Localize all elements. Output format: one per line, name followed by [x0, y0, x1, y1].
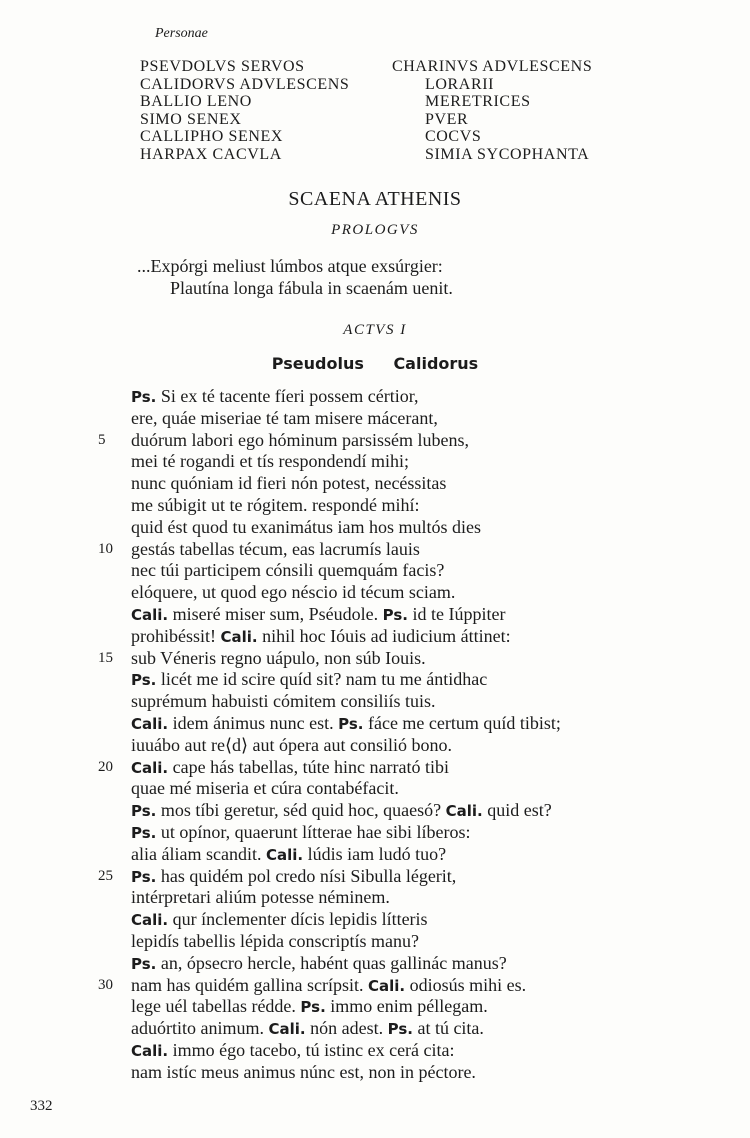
speaker-label: Ps.	[131, 671, 157, 690]
verse-line	[0, 800, 750, 822]
line-number: 30	[98, 976, 113, 993]
verse-line	[0, 757, 750, 779]
line-text: has quidém pol credo nísi Sibulla légerit,	[156, 865, 457, 886]
line-text: idem ánimus nunc est.	[168, 712, 339, 733]
cast-member: CALLIPHO SENEX	[140, 128, 284, 145]
verse-text-line	[131, 691, 435, 713]
line-text: odiosús mihi es.	[405, 974, 527, 995]
line-text: sub Véneris regno uápulo, non súb Iouis.	[131, 647, 426, 668]
cast-member: PSEVDOLVS SERVOS	[140, 58, 305, 75]
verse-text-line	[131, 386, 419, 409]
verse-text-line	[131, 408, 438, 430]
line-text: quid est?	[482, 800, 552, 821]
verse-text-line	[131, 975, 526, 998]
line-number: 20	[98, 758, 113, 775]
line-text: Si ex té tacente fíeri possem cértior,	[156, 386, 419, 406]
speaker-label: Cali.	[445, 802, 483, 821]
speaker-label: Ps.	[131, 954, 157, 973]
line-text: iuuábo aut re⟨d⟩ aut ópera aut consilió bono.	[131, 734, 452, 755]
verse-line	[0, 648, 750, 670]
verse-text	[0, 386, 750, 1084]
verse-line	[0, 866, 750, 888]
verse-text-line	[131, 953, 507, 976]
page-number: 332	[30, 1098, 53, 1114]
cast-member: COCVS	[425, 128, 482, 145]
line-text: lege uél tabellas rédde.	[131, 996, 301, 1017]
verse-line	[0, 539, 750, 561]
verse-text-line	[131, 866, 456, 889]
verse-text-line	[131, 495, 419, 517]
prologue-line: ...Expórgi meliust lúmbos atque exsúrgier:	[137, 256, 443, 276]
line-text: quid ést quod tu exanimátus iam hos multós dies	[131, 516, 481, 537]
verse-line	[0, 451, 750, 473]
line-number: 25	[98, 867, 113, 884]
cast-member: PVER	[425, 110, 469, 128]
line-text: lepidís tabellis lépida conscriptís manu?	[131, 930, 419, 951]
verse-text-line	[131, 626, 511, 649]
verse-line	[0, 822, 750, 844]
scene-title: SCAENA ATHENIS	[288, 188, 462, 210]
line-text: cape hás tabellas, túte hinc narrató tibi	[168, 756, 450, 777]
line-text: id te Iúppiter	[407, 603, 506, 624]
speaker-label: Cali.	[131, 911, 169, 930]
verse-line	[0, 430, 750, 452]
verse-text-line	[131, 560, 444, 582]
verse-text-line	[131, 648, 426, 670]
line-text: prohibéssit!	[131, 625, 221, 646]
speaker-label: Ps.	[131, 823, 157, 842]
line-number: 15	[98, 649, 113, 666]
verse-line	[0, 1018, 750, 1040]
speaker-label: Cali.	[131, 605, 169, 624]
verse-text-line	[131, 713, 561, 736]
cast-member: MERETRICES	[425, 93, 531, 110]
verse-line	[0, 887, 750, 909]
verse-text-line	[131, 539, 420, 561]
cast-member: HARPAX CACVLA	[140, 145, 282, 163]
speaker-label: Ps.	[387, 1020, 413, 1039]
verse-text-line	[131, 931, 419, 953]
verse-text-line	[131, 1018, 484, 1041]
personae-heading: Personae	[155, 26, 208, 41]
line-text: mei té rogandi et tís respondendí mihi;	[131, 451, 409, 472]
verse-line	[0, 517, 750, 539]
verse-text-line	[131, 1040, 455, 1063]
verse-line	[0, 953, 750, 975]
verse-line	[0, 473, 750, 495]
prologue-line: Plautína longa fábula in scaenám uenit.	[170, 278, 453, 298]
cast-list-left	[140, 58, 349, 163]
verse-line	[0, 931, 750, 953]
line-text: aduórtito animum.	[131, 1018, 269, 1039]
prologue-title: PROLOGVS	[331, 222, 419, 238]
line-text: quae mé miseria et cúra contabéfacit.	[131, 778, 399, 799]
speaker-label: Ps.	[131, 867, 157, 886]
verse-line	[0, 713, 750, 735]
speaker-label: Cali.	[220, 627, 258, 646]
line-text: nam has quidém gallina scrípsit.	[131, 974, 368, 995]
verse-line	[0, 582, 750, 604]
line-text: fáce me certum quíd tibist;	[363, 712, 561, 733]
verse-text-line	[131, 582, 455, 604]
speaker-label: Ps.	[382, 605, 408, 624]
verse-text-line	[131, 669, 487, 692]
line-number: 10	[98, 540, 113, 557]
verse-line	[0, 669, 750, 691]
speaker-label: Cali.	[131, 714, 169, 733]
verse-text-line	[131, 887, 390, 909]
verse-line	[0, 778, 750, 800]
line-text: at tú cita.	[412, 1018, 484, 1039]
verse-text-line	[131, 517, 481, 539]
verse-line	[0, 560, 750, 582]
verse-line	[0, 975, 750, 997]
line-text: mos tíbi geretur, séd quid hoc, quaesó?	[156, 800, 446, 821]
verse-line	[0, 1062, 750, 1084]
verse-line	[0, 844, 750, 866]
verse-text-line	[131, 1062, 476, 1084]
verse-text-line	[131, 996, 488, 1019]
line-text: intérpretari aliúm potesse néminem.	[131, 887, 390, 908]
act-title: ACTVS I	[343, 322, 407, 338]
cast-list-right	[392, 58, 592, 163]
verse-line	[0, 495, 750, 517]
line-text: duórum labori ego hóminum parsissém lubens,	[131, 429, 469, 450]
line-text: suprémum habuisti cómitem consiliís tuis.	[131, 691, 436, 712]
verse-text-line	[131, 430, 469, 452]
speaker-label: Cali.	[131, 1041, 169, 1060]
speaker-label: Ps.	[338, 714, 364, 733]
speaker-heading: Pseudolus	[271, 354, 364, 373]
cast-member: CALIDORVS ADVLESCENS	[140, 75, 350, 93]
verse-text-line	[131, 451, 409, 473]
verse-text-line	[131, 778, 399, 800]
line-text: nec túi participem cónsili quemquám facis?	[131, 560, 445, 581]
line-text: nihil hoc Ióuis ad iudicium áttinet:	[257, 625, 511, 646]
line-text: me súbigit ut te rógitem. respondé mihí:	[131, 494, 420, 515]
line-text: immo enim péllegam.	[325, 996, 488, 1017]
line-text: licét me id scire quíd sit? nam tu me ántidhac	[156, 669, 488, 690]
verse-line	[0, 626, 750, 648]
cast-member: BALLIO LENO	[140, 93, 252, 110]
verse-line	[0, 691, 750, 713]
line-text: nunc quóniam id fieri nón potest, necéssitas	[131, 473, 447, 494]
verse-line	[0, 1040, 750, 1062]
speaker-label: Cali.	[131, 758, 169, 777]
line-text: nam istíc meus animus núnc est, non in péctore.	[131, 1061, 476, 1082]
verse-text-line	[131, 909, 428, 932]
verse-line	[0, 604, 750, 626]
verse-text-line	[131, 844, 446, 867]
speaker-label: Cali.	[265, 845, 304, 864]
verse-line	[0, 996, 750, 1018]
line-text: elóquere, ut quod ego néscio id técum sciam.	[131, 582, 456, 603]
speaker-heading: Calidorus	[393, 354, 479, 373]
verse-text-line	[131, 800, 552, 823]
verse-line	[0, 735, 750, 757]
line-text: immo égo tacebo, tú istinc ex cerá cita:	[168, 1039, 455, 1060]
verse-text-line	[131, 735, 452, 757]
line-text: qur ínclementer dícis lepidis lítteris	[168, 909, 428, 930]
line-text: ut opínor, quaerunt lítterae hae sibi líberos:	[156, 821, 471, 842]
line-number: 5	[98, 431, 106, 448]
cast-member: LORARII	[425, 75, 495, 93]
speaker-label: Cali.	[268, 1020, 306, 1039]
verse-text-line	[131, 757, 449, 780]
line-text: an, ópsecro hercle, habént quas gallinác manus?	[156, 952, 507, 973]
verse-text-line	[131, 604, 505, 627]
verse-line	[0, 408, 750, 430]
verse-text-line	[131, 473, 446, 495]
verse-line	[0, 909, 750, 931]
cast-member: CHARINVS ADVLESCENS	[392, 58, 593, 75]
cast-member: SIMIA SYCOPHANTA	[425, 145, 590, 163]
prologue-text	[137, 255, 453, 299]
cast-member: SIMO SENEX	[140, 110, 242, 128]
line-text: miseré miser sum, Pséudole.	[168, 603, 383, 624]
line-text: ere, quáe miseriae té tam misere mácerant,	[131, 407, 438, 428]
line-text: gestás tabellas técum, eas lacrumís lauis	[131, 538, 420, 559]
speaker-label: Ps.	[131, 802, 157, 821]
line-text: alia áliam scandit.	[131, 843, 266, 864]
verse-line	[0, 386, 750, 408]
speaker-label: Ps.	[131, 388, 157, 406]
speaker-label: Cali.	[367, 976, 406, 995]
line-text: nón adest.	[305, 1018, 388, 1039]
scene-speakers	[0, 354, 750, 373]
line-text: lúdis iam ludó tuo?	[303, 843, 447, 864]
verse-text-line	[131, 822, 471, 845]
speaker-label: Ps.	[300, 998, 326, 1017]
